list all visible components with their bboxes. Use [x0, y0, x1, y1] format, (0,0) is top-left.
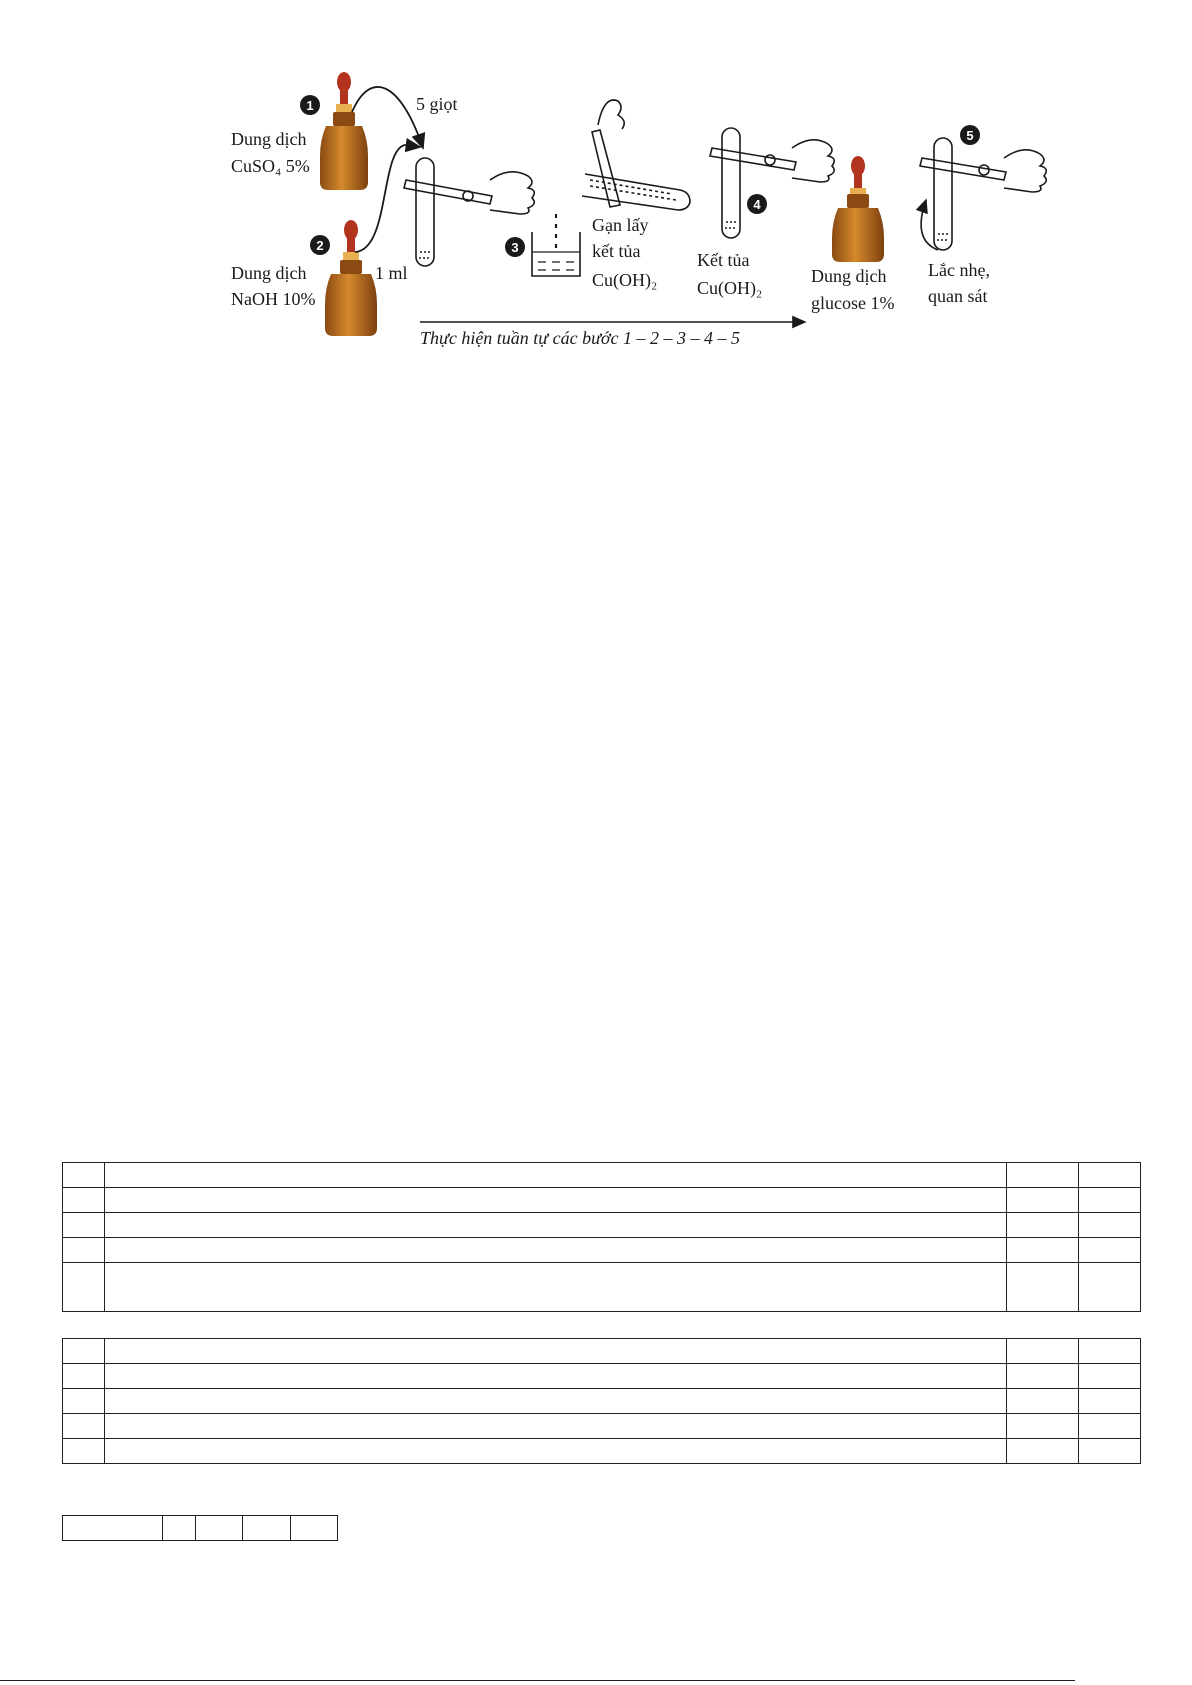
table-row	[63, 1389, 1141, 1414]
decanting-tube-icon	[582, 100, 690, 210]
table-row	[63, 1238, 1141, 1263]
cuso4-label-line1: Dung dịch	[231, 129, 307, 149]
step-badge-2	[310, 235, 330, 255]
experiment-diagram	[0, 0, 1192, 360]
decant-label-line1: Gạn lấy	[592, 215, 649, 235]
precipitate-label-line1: Kết tủa	[697, 250, 750, 270]
shake-label-line2: quan sát	[928, 286, 988, 306]
table-row	[63, 1364, 1141, 1389]
table-row	[63, 1188, 1141, 1213]
decant-label-line2: kết tủa	[592, 241, 641, 261]
test-tube-3-icon	[920, 138, 1046, 250]
cuso4-bottle-icon	[320, 72, 368, 190]
answer-table-2	[62, 1338, 1141, 1464]
glucose-label-line2: glucose 1%	[811, 293, 895, 313]
table-row	[63, 1163, 1141, 1188]
table-row	[63, 1339, 1141, 1364]
glucose-label-line1: Dung dịch	[811, 266, 887, 286]
svg-text:4: 4	[753, 197, 761, 212]
step-badge-4	[747, 194, 767, 214]
table-row	[63, 1414, 1141, 1439]
test-tube-2-icon	[710, 128, 834, 238]
svg-text:2: 2	[316, 238, 324, 253]
decant-label-line3: Cu(OH)₂	[592, 270, 658, 290]
answer-grid	[62, 1515, 338, 1541]
table-row	[63, 1213, 1141, 1238]
table-row	[63, 1516, 338, 1541]
sequence-caption: Thực hiện tuần tự các bước 1 – 2 – 3 – 4 – 5	[420, 328, 741, 348]
glucose-bottle-icon	[832, 156, 884, 262]
step-badge-5	[960, 125, 980, 145]
beaker-icon	[532, 214, 580, 276]
svg-text:1: 1	[306, 98, 314, 113]
table-row	[63, 1263, 1141, 1312]
answer-table-1	[62, 1162, 1141, 1312]
step-badge-3	[505, 237, 525, 257]
naoh-bottle-icon	[325, 220, 377, 336]
step-badge-1	[300, 95, 320, 115]
precipitate-label-line2: Cu(OH)₂	[697, 278, 763, 298]
svg-text:5: 5	[966, 128, 974, 143]
footer-divider	[0, 1680, 1075, 1681]
cuso4-label-line2: CuSO₄ 5%	[231, 156, 310, 176]
svg-text:3: 3	[511, 240, 519, 255]
volume-label: 1 ml	[375, 263, 408, 283]
table-row	[63, 1439, 1141, 1464]
naoh-label-line2: NaOH 10%	[231, 289, 316, 309]
shake-rotation-arrow	[921, 200, 938, 250]
drops-label: 5 giọt	[416, 94, 458, 114]
naoh-label-line1: Dung dịch	[231, 263, 307, 283]
shake-label-line1: Lắc nhẹ,	[928, 260, 990, 280]
